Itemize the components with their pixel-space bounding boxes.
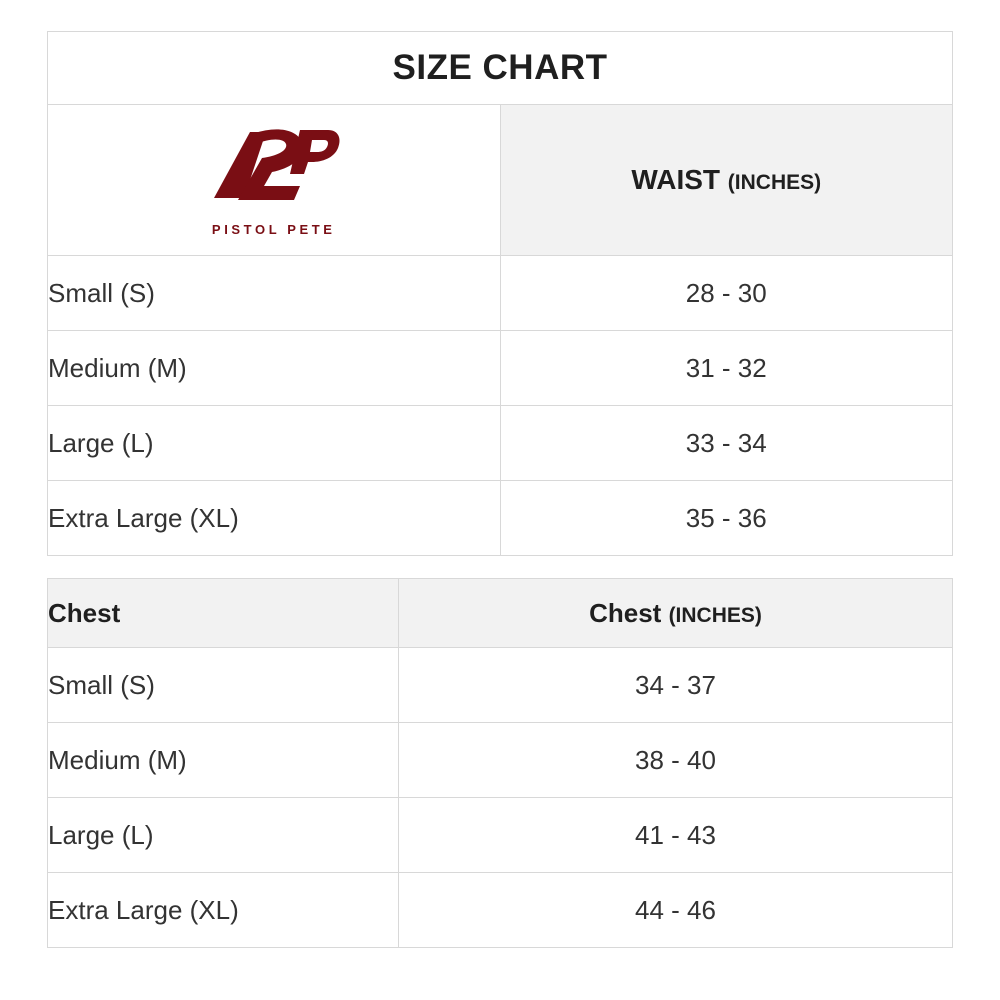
chest-header-row [48,579,953,648]
waist-size-label: Large (L) [48,406,501,481]
chest-size-label: Large (L) [48,798,399,873]
waist-size-label: Medium (M) [48,331,501,406]
brand-wordmark: PISTOL PETE [211,221,336,237]
waist-size-table [47,31,953,556]
waist-size-value: 28 - 30 [500,256,953,331]
chest-header-cell [399,579,953,648]
chest-size-table [47,578,953,948]
waist-size-value: 35 - 36 [500,481,953,556]
chest-header-left: Chest [48,579,399,648]
page-title: SIZE CHART [48,32,953,105]
waist-size-value: 31 - 32 [500,331,953,406]
table-row [48,481,953,556]
brand-logo-cell [48,105,501,256]
table-row [48,331,953,406]
chest-size-label: Small (S) [48,648,399,723]
chest-size-value: 44 - 46 [399,873,953,948]
waist-header-unit: (INCHES) [727,171,822,194]
chest-size-label: Medium (M) [48,723,399,798]
table-row [48,873,953,948]
pistol-pete-p2-logo-icon [204,124,344,216]
chest-size-value: 34 - 37 [399,648,953,723]
waist-size-label: Small (S) [48,256,501,331]
table-row [48,798,953,873]
table-spacer [47,556,953,578]
waist-size-value: 33 - 34 [500,406,953,481]
chest-size-label: Extra Large (XL) [48,873,399,948]
table-row [48,648,953,723]
waist-header-row [48,105,953,256]
chest-size-value: 41 - 43 [399,798,953,873]
size-chart-document [47,31,953,948]
chest-header-label: Chest [589,597,662,628]
waist-size-label: Extra Large (XL) [48,481,501,556]
waist-header-label: WAIST [631,164,721,195]
title-row [48,32,953,105]
waist-header-cell [500,105,953,256]
table-row [48,406,953,481]
chest-header-unit: (INCHES) [668,603,762,627]
chest-size-value: 38 - 40 [399,723,953,798]
table-row [48,256,953,331]
table-row [48,723,953,798]
